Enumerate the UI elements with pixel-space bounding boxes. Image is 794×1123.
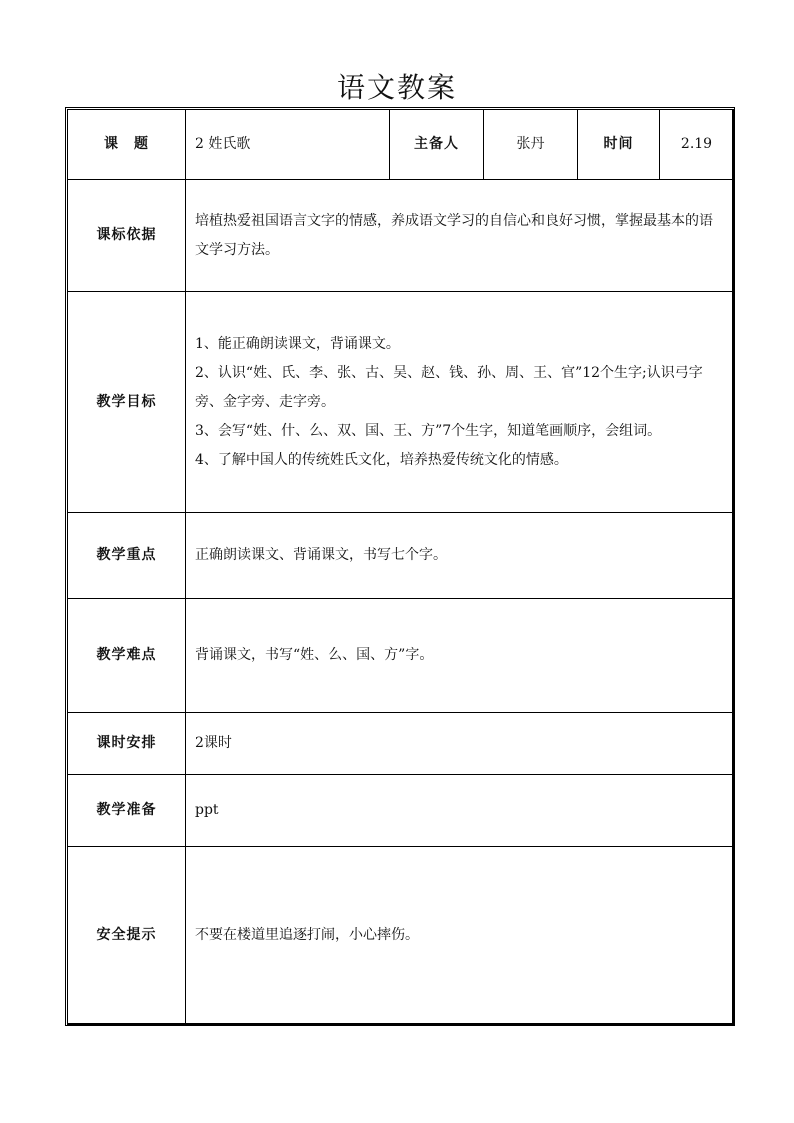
page-title: 语文教案 [336, 71, 457, 104]
key-points-text: 正确朗读课文、背诵课文，书写七个字。 [186, 513, 734, 599]
header-row [68, 110, 734, 180]
objectives-list [186, 292, 734, 513]
time-value: 2.19 [660, 110, 734, 180]
standard-label: 课标依据 [68, 180, 186, 292]
safety-label: 安全提示 [68, 847, 186, 1025]
schedule-row [68, 713, 734, 775]
time-label: 时间 [578, 110, 660, 180]
schedule-text: 2课时 [186, 713, 734, 775]
preparer-value: 张丹 [484, 110, 578, 180]
objective-item: 1、能正确朗读课文，背诵课文。 [195, 335, 400, 352]
safety-text: 不要在楼道里追逐打闹，小心摔伤。 [186, 847, 734, 1025]
difficulties-label: 教学难点 [68, 599, 186, 713]
schedule-label: 课时安排 [68, 713, 186, 775]
key-points-row [68, 513, 734, 599]
safety-row [68, 847, 734, 1025]
lesson-plan-table [67, 109, 734, 1025]
objectives-label: 教学目标 [68, 292, 186, 513]
preparation-row [68, 775, 734, 847]
topic-value: 2 姓氏歌 [186, 110, 390, 180]
standard-text: 培植热爱祖国语言文字的情感，养成语文学习的自信心和良好习惯，掌握最基本的语文学习方法。 [186, 180, 734, 292]
preparation-text: ppt [186, 775, 734, 847]
preparer-label: 主备人 [390, 110, 484, 180]
preparation-label: 教学准备 [68, 775, 186, 847]
objective-item: 2、认识“姓、氏、李、张、古、吴、赵、钱、孙、周、王、官”12个生字;认识弓字旁、金字旁、走字旁。 [195, 364, 703, 410]
difficulties-text: 背诵课文，书写“姓、么、国、方”字。 [186, 599, 734, 713]
objective-item: 4、了解中国人的传统姓氏文化，培养热爱传统文化的情感。 [195, 451, 568, 468]
standard-row [68, 180, 734, 292]
difficulties-row [68, 599, 734, 713]
key-points-label: 教学重点 [68, 513, 186, 599]
objective-item: 3、会写“姓、什、么、双、国、王、方”7个生字，知道笔画顺序，会组词。 [195, 422, 662, 439]
topic-label: 课 题 [68, 110, 186, 180]
objectives-row [68, 292, 734, 513]
